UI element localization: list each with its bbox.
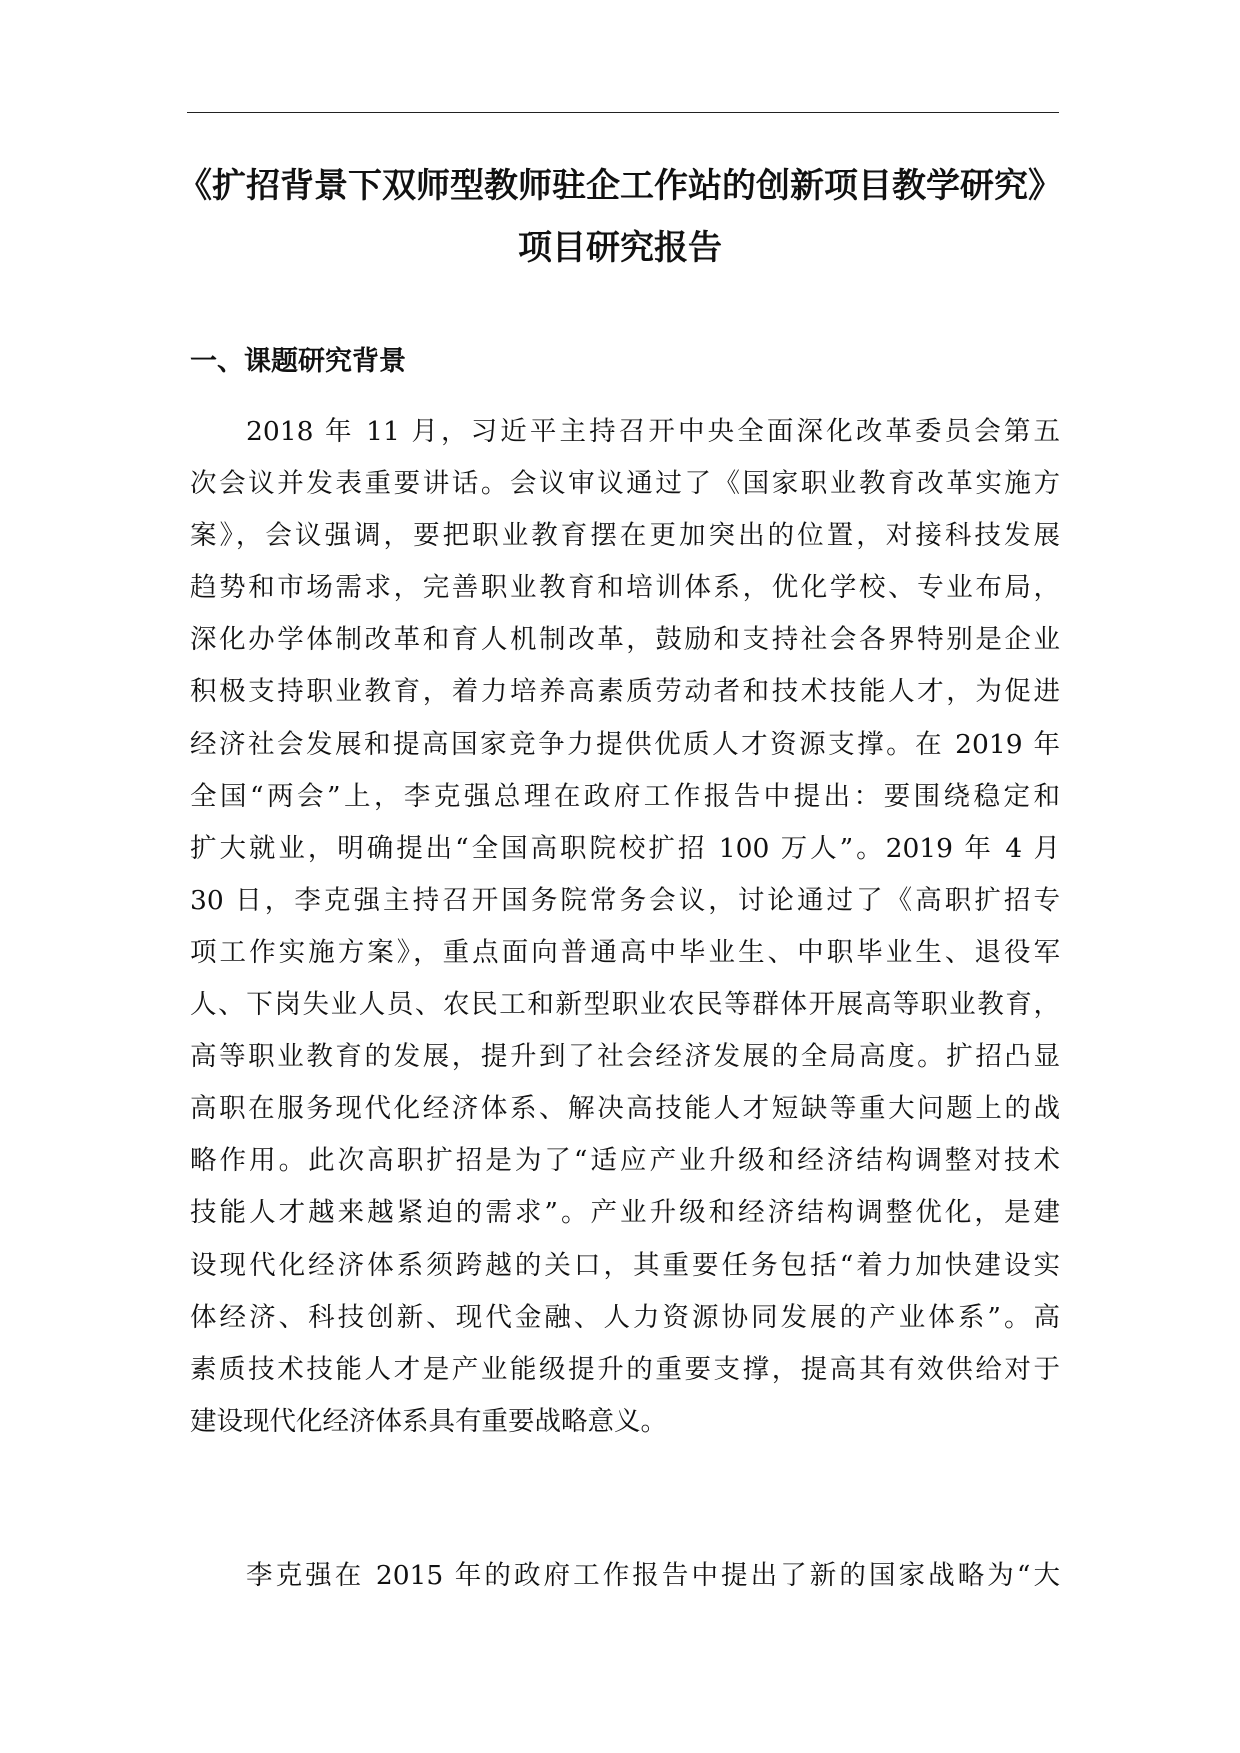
paragraph-line: 李克强在 2015 年的政府工作报告中提出了新的国家战略为“大 <box>246 1560 1060 1591</box>
section-heading-background: 一、课题研究背景 <box>190 346 406 377</box>
report-subtitle: 项目研究报告 <box>518 228 722 268</box>
paragraph-line: 案》，会议强调，要把职业教育摆在更加突出的位置，对接科技发展 <box>190 520 1060 552</box>
paragraph-line: 全国“两会”上，李克强总理在政府工作报告中提出：要围绕稳定和 <box>190 780 1060 812</box>
paragraph-line: 2018 年 11 月，习近平主持召开中央全面深化改革委员会第五 <box>246 416 1060 447</box>
paragraph-line: 体经济、科技创新、现代金融、人力资源协同发展的产业体系”。高 <box>190 1301 1060 1333</box>
paragraph-line: 技能人才越来越紧迫的需求”。产业升级和经济结构调整优化，是建 <box>190 1197 1060 1229</box>
paragraph-strategy <box>190 1550 1060 1602</box>
paragraph-line: 项工作实施方案》，重点面向普通高中毕业生、中职毕业生、退役军 <box>190 936 1060 968</box>
paragraph-line: 略作用。此次高职扩招是为了“适应产业升级和经济结构调整对技术 <box>190 1145 1060 1177</box>
paragraph-line: 扩大就业，明确提出“全国高职院校扩招 100 万人”。2019 年 4 月 <box>190 832 1060 864</box>
paragraph-line: 深化办学体制改革和育人机制改革，鼓励和支持社会各界特别是企业 <box>190 624 1060 656</box>
report-title: 《扩招背景下双师型教师驻企工作站的创新项目教学研究》 <box>178 166 1062 206</box>
paragraph-line: 趋势和市场需求，完善职业教育和培训体系，优化学校、专业布局， <box>190 572 1060 604</box>
paragraph-line: 高职在服务现代化经济体系、解决高技能人才短缺等重大问题上的战 <box>190 1093 1060 1125</box>
paragraph-background <box>190 406 1060 1448</box>
paragraph-line: 30 日，李克强主持召开国务院常务会议，讨论通过了《高职扩招专 <box>190 884 1060 916</box>
paragraph-line: 设现代化经济体系须跨越的关口，其重要任务包括“着力加快建设实 <box>190 1249 1060 1281</box>
header-rule <box>187 112 1059 113</box>
paragraph-line: 人、下岗失业人员、农民工和新型职业农民等群体开展高等职业教育， <box>190 989 1060 1021</box>
paragraph-line: 积极支持职业教育，着力培养高素质劳动者和技术技能人才，为促进 <box>190 676 1060 708</box>
paragraph-line: 高等职业教育的发展，提升到了社会经济发展的全局高度。扩招凸显 <box>190 1041 1060 1073</box>
paragraph-line: 建设现代化经济体系具有重要战略意义。 <box>190 1405 667 1437</box>
paragraph-line: 素质技术技能人才是产业能级提升的重要支撑，提高其有效供给对于 <box>190 1353 1060 1385</box>
paragraph-line: 次会议并发表重要讲话。会议审议通过了《国家职业教育改革实施方 <box>190 468 1060 500</box>
paragraph-line: 经济社会发展和提高国家竞争力提供优质人才资源支撑。在 2019 年 <box>190 728 1060 760</box>
